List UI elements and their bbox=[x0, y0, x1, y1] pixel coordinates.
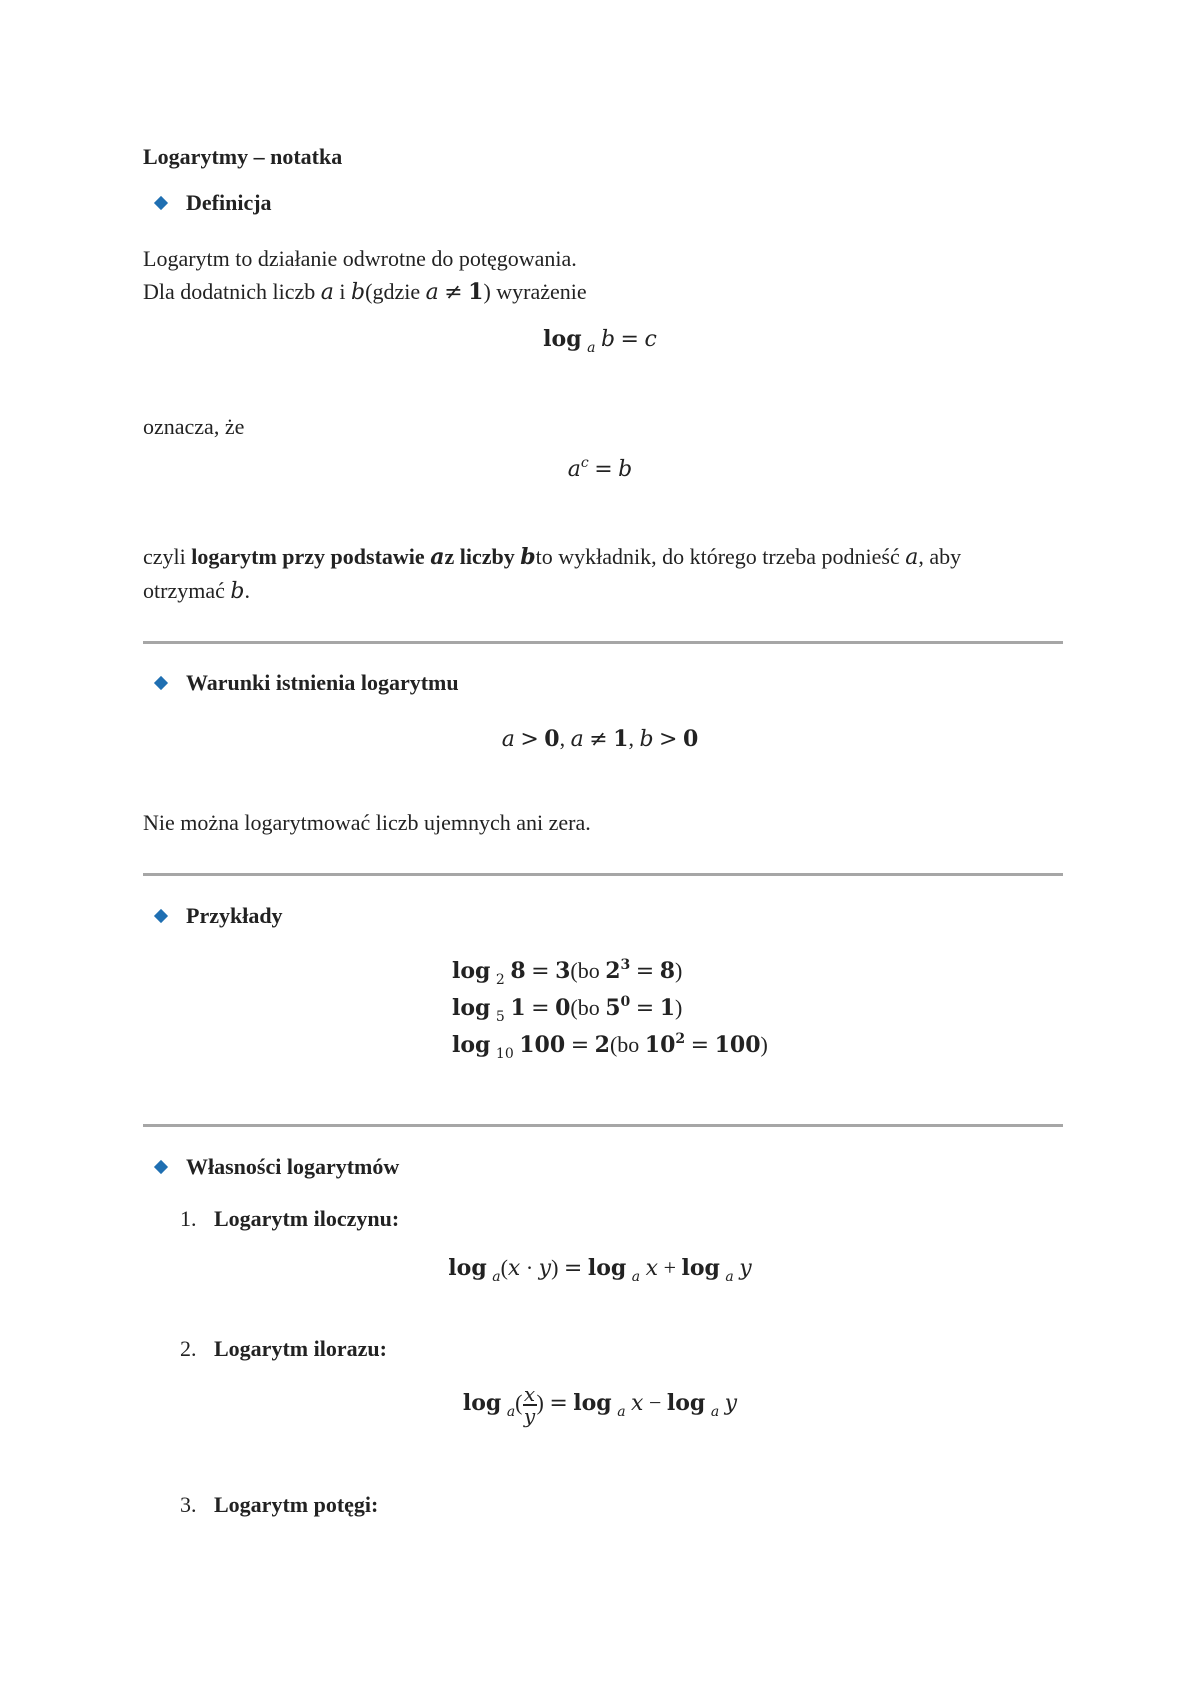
section-heading-wlasnosci bbox=[152, 1154, 399, 1180]
section-title: Własności logarytmów bbox=[186, 1154, 400, 1179]
definition-line-1: Logarytm to działanie odwrotne do potęgowania. bbox=[143, 246, 577, 271]
property-item-1: 1. Logarytm iloczynu: bbox=[180, 1206, 400, 1231]
section-divider bbox=[143, 873, 1063, 876]
formula-log-definition: log $_a$ b = c bbox=[543, 326, 657, 356]
diamond-bullet-icon bbox=[154, 1160, 168, 1174]
example-line-1: log $_2$ 8 = 3(bo $2^3 = 8$) bbox=[452, 957, 683, 988]
formula-quotient-rule: log $_a$( $\frac{x}{y}$ ) = log $_a$ x − log $_a$ y bbox=[462, 1382, 738, 1428]
section-title: Definicja bbox=[186, 190, 272, 215]
property-item-2: 2. Logarytm ilorazu: bbox=[180, 1336, 387, 1361]
section-heading-warunki bbox=[152, 670, 459, 696]
definition-line-2: Dla dodatnich liczb a i b(gdzie a ≠ 1) wyrażenie bbox=[143, 279, 587, 305]
section-divider bbox=[143, 1124, 1063, 1127]
section-heading-przyklady bbox=[152, 903, 283, 929]
formula-product-rule: log $_a$(x · y) = log $_a$ x + log $_a$ y bbox=[448, 1255, 752, 1285]
document-title: Logarytmy – notatka bbox=[143, 144, 343, 169]
oznacza-text: oznacza, że bbox=[143, 414, 245, 439]
diamond-bullet-icon bbox=[154, 676, 168, 690]
section-heading-definicja bbox=[152, 190, 272, 216]
formula-power: $a^c = b$ bbox=[567, 455, 633, 482]
fraction-x-over-y: $\frac{x}{y}$ bbox=[523, 1382, 536, 1428]
example-line-3: log $_{10}$ 100 = 2(bo $10^2 = 100$) bbox=[452, 1031, 768, 1062]
conditions-note: Nie można logarytmować liczb ujemnych ani zera. bbox=[143, 810, 591, 835]
section-title: Warunki istnienia logarytmu bbox=[186, 670, 459, 695]
diamond-bullet-icon bbox=[154, 909, 168, 923]
definition-summary: czyli logarytm przy podstawie az liczby bto wykładnik, do którego trzeba podnieść a, aby otrzymać b. bbox=[143, 544, 962, 604]
diamond-bullet-icon bbox=[154, 196, 168, 210]
section-title: Przykłady bbox=[186, 903, 283, 928]
formula-conditions: a > 0, a ≠ 1, b > 0 bbox=[501, 726, 699, 752]
example-line-2: log $_5$ 1 = 0(bo $5^0 = 1$) bbox=[452, 994, 683, 1025]
definition-paragraph bbox=[143, 242, 587, 309]
examples-block bbox=[452, 954, 768, 1065]
property-item-3: 3. Logarytm potęgi: bbox=[180, 1492, 379, 1517]
section-divider bbox=[143, 641, 1063, 644]
